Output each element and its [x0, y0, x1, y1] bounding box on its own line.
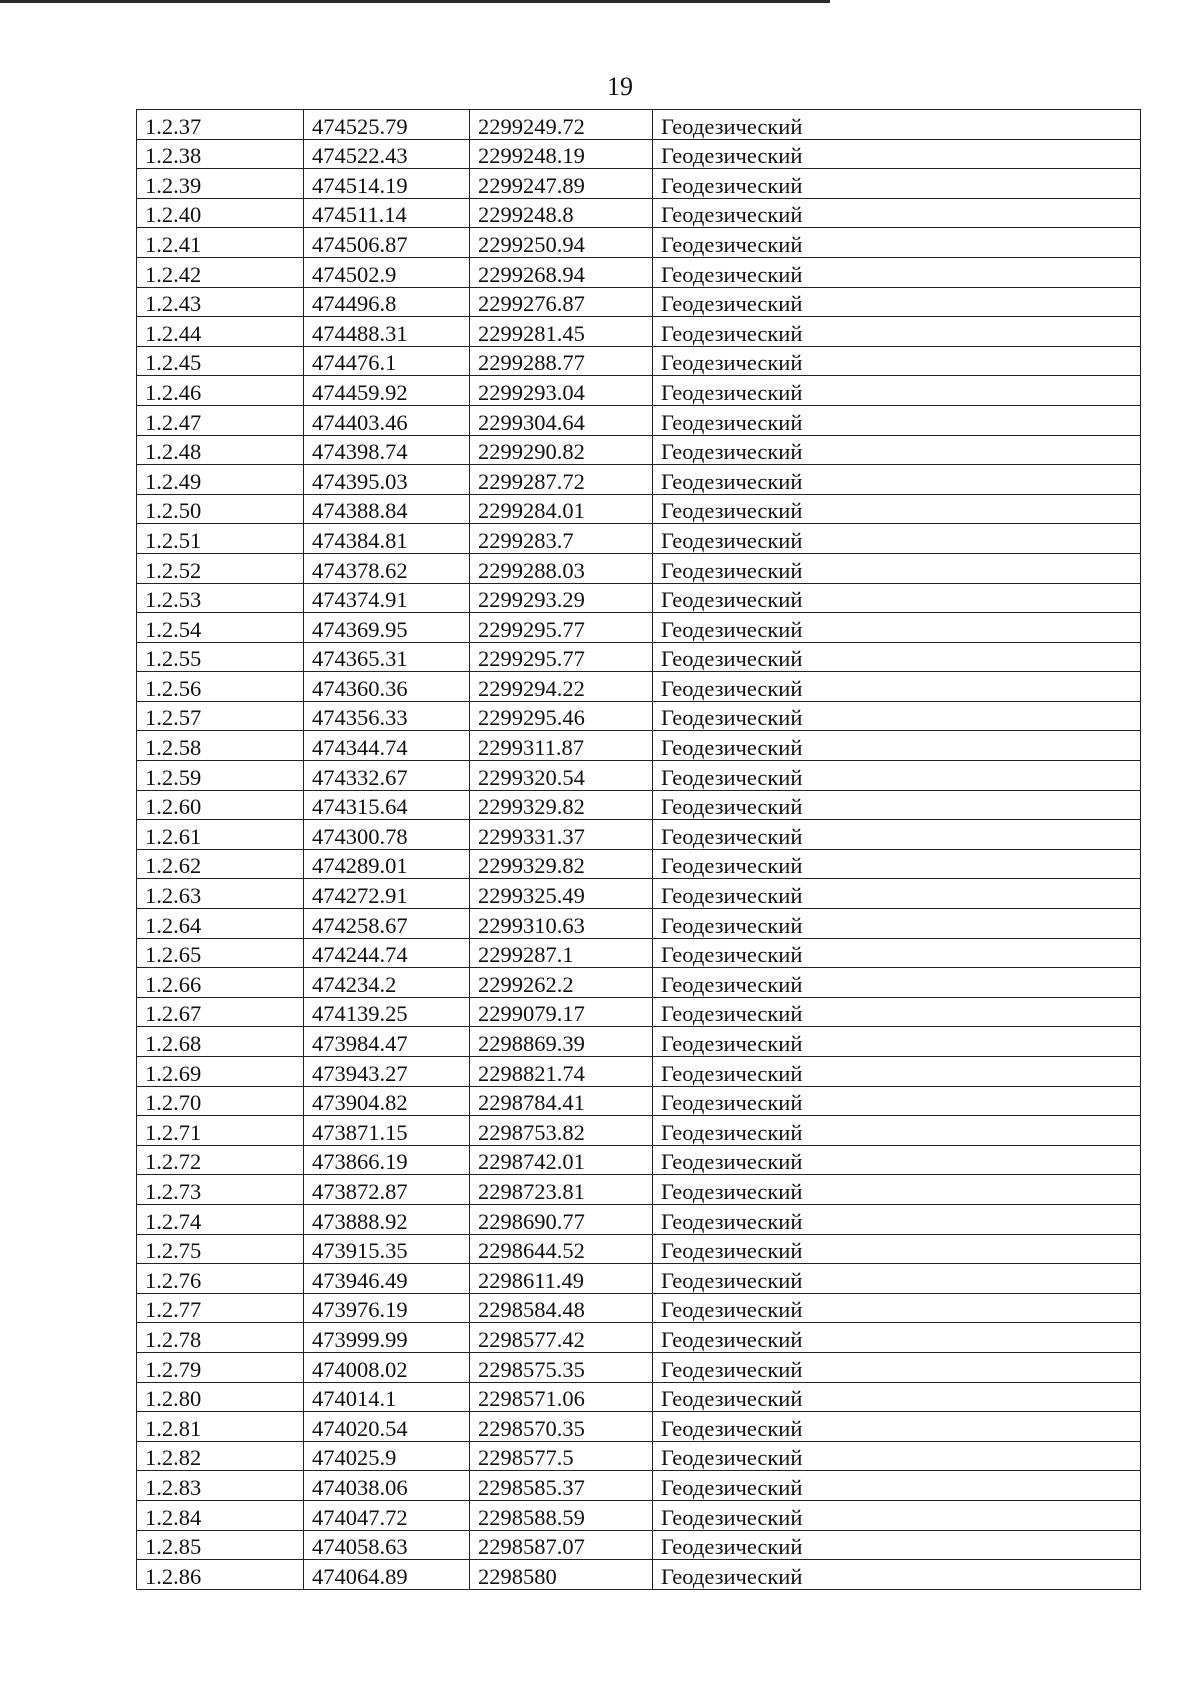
point-number-cell: 1.2.72: [137, 1145, 304, 1175]
x-coordinate-cell: 473976.19: [304, 1293, 470, 1323]
method-cell: Геодезический: [653, 169, 1141, 199]
y-coordinate-cell: 2298742.01: [470, 1145, 653, 1175]
point-number-cell: 1.2.68: [137, 1027, 304, 1057]
table-row: [137, 1293, 1141, 1323]
point-number-cell: 1.2.75: [137, 1234, 304, 1264]
y-coordinate-cell: 2299295.46: [470, 701, 653, 731]
y-coordinate-cell: 2299287.1: [470, 938, 653, 968]
method-cell: Геодезический: [653, 1204, 1141, 1234]
table-row: [137, 1530, 1141, 1560]
y-coordinate-cell: 2299293.04: [470, 376, 653, 406]
x-coordinate-cell: 473984.47: [304, 1027, 470, 1057]
x-coordinate-cell: 474488.31: [304, 317, 470, 347]
x-coordinate-cell: 474058.63: [304, 1530, 470, 1560]
table-row: [137, 169, 1141, 199]
y-coordinate-cell: 2299249.72: [470, 110, 653, 140]
y-coordinate-cell: 2299295.77: [470, 613, 653, 643]
method-cell: Геодезический: [653, 997, 1141, 1027]
point-number-cell: 1.2.71: [137, 1116, 304, 1146]
method-cell: Геодезический: [653, 1323, 1141, 1353]
x-coordinate-cell: 474025.9: [304, 1441, 470, 1471]
x-coordinate-cell: 473871.15: [304, 1116, 470, 1146]
table-row: [137, 1234, 1141, 1264]
table-row: [137, 1057, 1141, 1087]
point-number-cell: 1.2.43: [137, 287, 304, 317]
table-row: [137, 376, 1141, 406]
x-coordinate-cell: 474395.03: [304, 465, 470, 495]
point-number-cell: 1.2.53: [137, 583, 304, 613]
y-coordinate-cell: 2298571.06: [470, 1382, 653, 1412]
point-number-cell: 1.2.62: [137, 849, 304, 879]
table-row: [137, 790, 1141, 820]
table-row: [137, 257, 1141, 287]
y-coordinate-cell: 2298869.39: [470, 1027, 653, 1057]
table-row: [137, 1352, 1141, 1382]
table-row: [137, 1116, 1141, 1146]
point-number-cell: 1.2.41: [137, 228, 304, 258]
y-coordinate-cell: 2299329.82: [470, 790, 653, 820]
y-coordinate-cell: 2299079.17: [470, 997, 653, 1027]
table-row: [137, 1471, 1141, 1501]
y-coordinate-cell: 2298723.81: [470, 1175, 653, 1205]
point-number-cell: 1.2.63: [137, 879, 304, 909]
page-number: 19: [607, 72, 633, 101]
point-number-cell: 1.2.45: [137, 346, 304, 376]
method-cell: Геодезический: [653, 1412, 1141, 1442]
table-row: [137, 346, 1141, 376]
table-row: [137, 524, 1141, 554]
method-cell: Геодезический: [653, 761, 1141, 791]
method-cell: Геодезический: [653, 435, 1141, 465]
table-row: [137, 1027, 1141, 1057]
table-row: [137, 613, 1141, 643]
method-cell: Геодезический: [653, 317, 1141, 347]
x-coordinate-cell: 474047.72: [304, 1500, 470, 1530]
x-coordinate-cell: 474139.25: [304, 997, 470, 1027]
point-number-cell: 1.2.67: [137, 997, 304, 1027]
y-coordinate-cell: 2298753.82: [470, 1116, 653, 1146]
coordinates-table: [136, 109, 1141, 1590]
y-coordinate-cell: 2299294.22: [470, 672, 653, 702]
point-number-cell: 1.2.66: [137, 968, 304, 998]
point-number-cell: 1.2.38: [137, 139, 304, 169]
point-number-cell: 1.2.58: [137, 731, 304, 761]
x-coordinate-cell: 474374.91: [304, 583, 470, 613]
y-coordinate-cell: 2299288.77: [470, 346, 653, 376]
x-coordinate-cell: 474064.89: [304, 1560, 470, 1590]
y-coordinate-cell: 2298577.5: [470, 1441, 653, 1471]
method-cell: Геодезический: [653, 524, 1141, 554]
method-cell: Геодезический: [653, 968, 1141, 998]
y-coordinate-cell: 2299284.01: [470, 494, 653, 524]
y-coordinate-cell: 2299288.03: [470, 553, 653, 583]
x-coordinate-cell: 474315.64: [304, 790, 470, 820]
table-row: [137, 909, 1141, 939]
y-coordinate-cell: 2298821.74: [470, 1057, 653, 1087]
method-cell: Геодезический: [653, 1234, 1141, 1264]
y-coordinate-cell: 2299325.49: [470, 879, 653, 909]
table-row: [137, 465, 1141, 495]
point-number-cell: 1.2.42: [137, 257, 304, 287]
y-coordinate-cell: 2299304.64: [470, 405, 653, 435]
y-coordinate-cell: 2298690.77: [470, 1204, 653, 1234]
method-cell: Геодезический: [653, 1382, 1141, 1412]
point-number-cell: 1.2.79: [137, 1352, 304, 1382]
table-row: [137, 405, 1141, 435]
method-cell: Геодезический: [653, 139, 1141, 169]
table-row: [137, 1086, 1141, 1116]
y-coordinate-cell: 2298585.37: [470, 1471, 653, 1501]
x-coordinate-cell: 474244.74: [304, 938, 470, 968]
x-coordinate-cell: 474496.8: [304, 287, 470, 317]
table-row: [137, 1441, 1141, 1471]
y-coordinate-cell: 2298575.35: [470, 1352, 653, 1382]
method-cell: Геодезический: [653, 257, 1141, 287]
table-row: [137, 317, 1141, 347]
table-row: [137, 1204, 1141, 1234]
method-cell: Геодезический: [653, 1057, 1141, 1087]
x-coordinate-cell: 473888.92: [304, 1204, 470, 1234]
point-number-cell: 1.2.49: [137, 465, 304, 495]
method-cell: Геодезический: [653, 1441, 1141, 1471]
point-number-cell: 1.2.57: [137, 701, 304, 731]
table-row: [137, 642, 1141, 672]
y-coordinate-cell: 2298644.52: [470, 1234, 653, 1264]
point-number-cell: 1.2.77: [137, 1293, 304, 1323]
y-coordinate-cell: 2299287.72: [470, 465, 653, 495]
y-coordinate-cell: 2299293.29: [470, 583, 653, 613]
point-number-cell: 1.2.55: [137, 642, 304, 672]
method-cell: Геодезический: [653, 405, 1141, 435]
table-row: [137, 1264, 1141, 1294]
table-row: [137, 997, 1141, 1027]
x-coordinate-cell: 473946.49: [304, 1264, 470, 1294]
method-cell: Геодезический: [653, 879, 1141, 909]
point-number-cell: 1.2.76: [137, 1264, 304, 1294]
table-row: [137, 879, 1141, 909]
point-number-cell: 1.2.84: [137, 1500, 304, 1530]
point-number-cell: 1.2.54: [137, 613, 304, 643]
point-number-cell: 1.2.51: [137, 524, 304, 554]
y-coordinate-cell: 2299329.82: [470, 849, 653, 879]
y-coordinate-cell: 2298611.49: [470, 1264, 653, 1294]
x-coordinate-cell: 474014.1: [304, 1382, 470, 1412]
point-number-cell: 1.2.52: [137, 553, 304, 583]
method-cell: Геодезический: [653, 849, 1141, 879]
point-number-cell: 1.2.83: [137, 1471, 304, 1501]
method-cell: Геодезический: [653, 613, 1141, 643]
y-coordinate-cell: 2299268.94: [470, 257, 653, 287]
x-coordinate-cell: 474008.02: [304, 1352, 470, 1382]
point-number-cell: 1.2.81: [137, 1412, 304, 1442]
method-cell: Геодезический: [653, 346, 1141, 376]
method-cell: Геодезический: [653, 938, 1141, 968]
y-coordinate-cell: 2299320.54: [470, 761, 653, 791]
table-row: [137, 110, 1141, 140]
method-cell: Геодезический: [653, 583, 1141, 613]
point-number-cell: 1.2.69: [137, 1057, 304, 1087]
point-number-cell: 1.2.39: [137, 169, 304, 199]
method-cell: Геодезический: [653, 1560, 1141, 1590]
x-coordinate-cell: 474234.2: [304, 968, 470, 998]
x-coordinate-cell: 474300.78: [304, 820, 470, 850]
point-number-cell: 1.2.70: [137, 1086, 304, 1116]
table-row: [137, 820, 1141, 850]
y-coordinate-cell: 2299248.8: [470, 198, 653, 228]
y-coordinate-cell: 2298588.59: [470, 1500, 653, 1530]
method-cell: Геодезический: [653, 1145, 1141, 1175]
method-cell: Геодезический: [653, 1530, 1141, 1560]
x-coordinate-cell: 474403.46: [304, 405, 470, 435]
x-coordinate-cell: 474360.36: [304, 672, 470, 702]
point-number-cell: 1.2.44: [137, 317, 304, 347]
x-coordinate-cell: 474365.31: [304, 642, 470, 672]
point-number-cell: 1.2.65: [137, 938, 304, 968]
y-coordinate-cell: 2298784.41: [470, 1086, 653, 1116]
x-coordinate-cell: 474476.1: [304, 346, 470, 376]
point-number-cell: 1.2.64: [137, 909, 304, 939]
method-cell: Геодезический: [653, 642, 1141, 672]
x-coordinate-cell: 473872.87: [304, 1175, 470, 1205]
method-cell: Геодезический: [653, 1264, 1141, 1294]
x-coordinate-cell: 474020.54: [304, 1412, 470, 1442]
method-cell: Геодезический: [653, 198, 1141, 228]
x-coordinate-cell: 473904.82: [304, 1086, 470, 1116]
y-coordinate-cell: 2299311.87: [470, 731, 653, 761]
method-cell: Геодезический: [653, 287, 1141, 317]
table-row: [137, 701, 1141, 731]
table-row: [137, 139, 1141, 169]
x-coordinate-cell: 473915.35: [304, 1234, 470, 1264]
y-coordinate-cell: 2298577.42: [470, 1323, 653, 1353]
y-coordinate-cell: 2299283.7: [470, 524, 653, 554]
method-cell: Геодезический: [653, 1471, 1141, 1501]
y-coordinate-cell: 2299276.87: [470, 287, 653, 317]
method-cell: Геодезический: [653, 701, 1141, 731]
x-coordinate-cell: 474384.81: [304, 524, 470, 554]
y-coordinate-cell: 2299290.82: [470, 435, 653, 465]
method-cell: Геодезический: [653, 1175, 1141, 1205]
table-row: [137, 761, 1141, 791]
table-row: [137, 494, 1141, 524]
x-coordinate-cell: 474272.91: [304, 879, 470, 909]
y-coordinate-cell: 2299310.63: [470, 909, 653, 939]
x-coordinate-cell: 474459.92: [304, 376, 470, 406]
point-number-cell: 1.2.50: [137, 494, 304, 524]
method-cell: Геодезический: [653, 672, 1141, 702]
y-coordinate-cell: 2299331.37: [470, 820, 653, 850]
method-cell: Геодезический: [653, 1293, 1141, 1323]
x-coordinate-cell: 474514.19: [304, 169, 470, 199]
x-coordinate-cell: 474398.74: [304, 435, 470, 465]
point-number-cell: 1.2.78: [137, 1323, 304, 1353]
method-cell: Геодезический: [653, 376, 1141, 406]
x-coordinate-cell: 474344.74: [304, 731, 470, 761]
y-coordinate-cell: 2299281.45: [470, 317, 653, 347]
point-number-cell: 1.2.80: [137, 1382, 304, 1412]
table-row: [137, 1500, 1141, 1530]
table-row: [137, 1412, 1141, 1442]
table-row: [137, 849, 1141, 879]
y-coordinate-cell: 2298570.35: [470, 1412, 653, 1442]
scan-edge: [0, 0, 830, 3]
table-row: [137, 1145, 1141, 1175]
table-row: [137, 198, 1141, 228]
point-number-cell: 1.2.86: [137, 1560, 304, 1590]
point-number-cell: 1.2.73: [137, 1175, 304, 1205]
x-coordinate-cell: 474369.95: [304, 613, 470, 643]
x-coordinate-cell: 474378.62: [304, 553, 470, 583]
method-cell: Геодезический: [653, 110, 1141, 140]
x-coordinate-cell: 474511.14: [304, 198, 470, 228]
point-number-cell: 1.2.47: [137, 405, 304, 435]
point-number-cell: 1.2.48: [137, 435, 304, 465]
method-cell: Геодезический: [653, 228, 1141, 258]
y-coordinate-cell: 2298584.48: [470, 1293, 653, 1323]
table-row: [137, 583, 1141, 613]
y-coordinate-cell: 2299295.77: [470, 642, 653, 672]
table-row: [137, 938, 1141, 968]
table-row: [137, 553, 1141, 583]
point-number-cell: 1.2.37: [137, 110, 304, 140]
table-row: [137, 1323, 1141, 1353]
y-coordinate-cell: 2299250.94: [470, 228, 653, 258]
method-cell: Геодезический: [653, 1352, 1141, 1382]
point-number-cell: 1.2.82: [137, 1441, 304, 1471]
table-row: [137, 731, 1141, 761]
x-coordinate-cell: 474388.84: [304, 494, 470, 524]
method-cell: Геодезический: [653, 731, 1141, 761]
coordinates-table-body: [137, 110, 1141, 1590]
table-row: [137, 435, 1141, 465]
point-number-cell: 1.2.59: [137, 761, 304, 791]
x-coordinate-cell: 474525.79: [304, 110, 470, 140]
table-row: [137, 1175, 1141, 1205]
x-coordinate-cell: 474522.43: [304, 139, 470, 169]
point-number-cell: 1.2.60: [137, 790, 304, 820]
method-cell: Геодезический: [653, 909, 1141, 939]
method-cell: Геодезический: [653, 1027, 1141, 1057]
x-coordinate-cell: 474258.67: [304, 909, 470, 939]
y-coordinate-cell: 2299247.89: [470, 169, 653, 199]
table-row: [137, 287, 1141, 317]
x-coordinate-cell: 474506.87: [304, 228, 470, 258]
method-cell: Геодезический: [653, 465, 1141, 495]
x-coordinate-cell: 473943.27: [304, 1057, 470, 1087]
method-cell: Геодезический: [653, 1116, 1141, 1146]
method-cell: Геодезический: [653, 1086, 1141, 1116]
x-coordinate-cell: 474356.33: [304, 701, 470, 731]
y-coordinate-cell: 2298580: [470, 1560, 653, 1590]
point-number-cell: 1.2.85: [137, 1530, 304, 1560]
table-row: [137, 968, 1141, 998]
y-coordinate-cell: 2299248.19: [470, 139, 653, 169]
point-number-cell: 1.2.46: [137, 376, 304, 406]
method-cell: Геодезический: [653, 1500, 1141, 1530]
method-cell: Геодезический: [653, 494, 1141, 524]
method-cell: Геодезический: [653, 820, 1141, 850]
x-coordinate-cell: 474332.67: [304, 761, 470, 791]
table-row: [137, 228, 1141, 258]
y-coordinate-cell: 2298587.07: [470, 1530, 653, 1560]
method-cell: Геодезический: [653, 553, 1141, 583]
point-number-cell: 1.2.40: [137, 198, 304, 228]
x-coordinate-cell: 474038.06: [304, 1471, 470, 1501]
x-coordinate-cell: 474502.9: [304, 257, 470, 287]
point-number-cell: 1.2.74: [137, 1204, 304, 1234]
x-coordinate-cell: 473999.99: [304, 1323, 470, 1353]
table-row: [137, 1382, 1141, 1412]
table-row: [137, 1560, 1141, 1590]
point-number-cell: 1.2.61: [137, 820, 304, 850]
x-coordinate-cell: 473866.19: [304, 1145, 470, 1175]
point-number-cell: 1.2.56: [137, 672, 304, 702]
table-row: [137, 672, 1141, 702]
y-coordinate-cell: 2299262.2: [470, 968, 653, 998]
method-cell: Геодезический: [653, 790, 1141, 820]
x-coordinate-cell: 474289.01: [304, 849, 470, 879]
